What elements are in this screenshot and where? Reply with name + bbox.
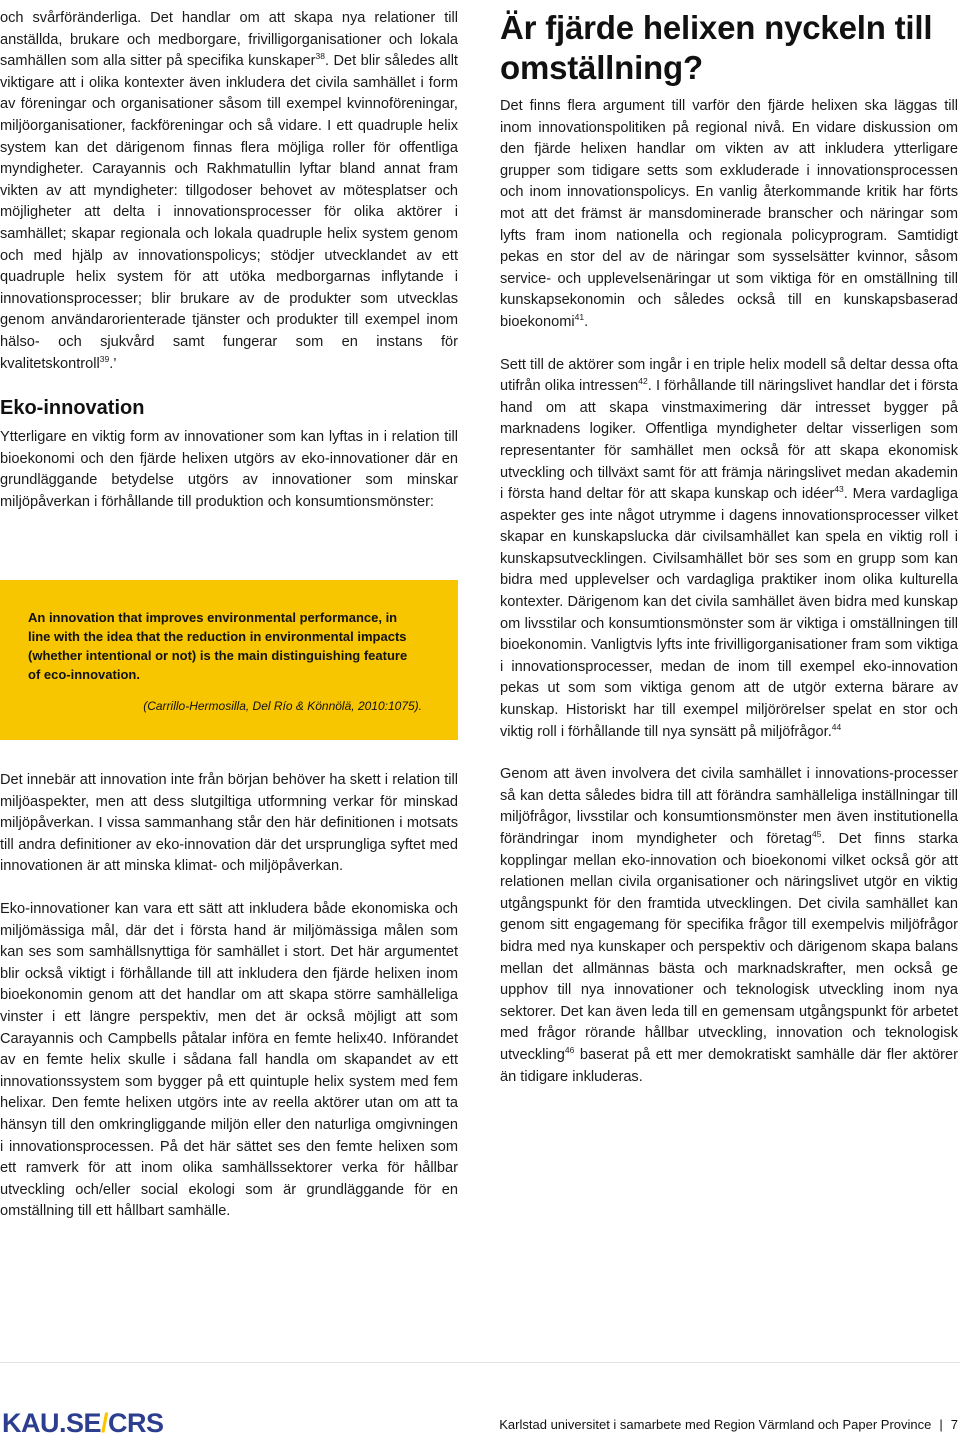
footnote-ref: 41: [574, 312, 585, 323]
body-paragraph: och svårföränderliga. Det handlar om att skapa nya relationer till anställda, brukare och medborgare, frivilligorganisationer och lokala samhällen som alla sitter på specifika kunskaper$^{38}$. Det blir således allt viktigare att i olika kontexter även inkludera det civila samhället i form av föreningar och organisationer såsom till exempel kvinnoföreningar, miljöorganisationer, fackföreningar och så vidare. I ett quadruple helix system kan det därigenom finnas flera möjliga roller för offentliga myndigheter. Carayannis och Rakhmatullin lyftar bland annat fram vikten av att myndigheter: tillgodoser behovet av mötesplatser och möjligheter att delta i innovationsprocesser för olika aktörer i samhället; skapar regionala och lokala quadruple helix system genom och med hjälp av innovationspolicys; stödjer utvecklandet av ett quadruple helix system för att utöka medborgarnas inflytande i innovationsprocesser; blir brukare av de produkter som utvecklas genom användarorienterade tjänster och produkter till exempel inom hälso- och sjukvård samt fungerar som en instans för kvalitetskontroll$^{39}$.’: [0, 10, 458, 372]
right-column: [500, 8, 958, 1088]
footer-separator: |: [939, 1417, 943, 1432]
page-number: 7: [950, 1417, 958, 1432]
footnote-ref: 45: [811, 829, 822, 840]
body-paragraph: Genom att även involvera det civila samhället i innovations-processer så kan detta således bidra till att förändra samhälleliga inställningar till miljöfrågor, livsstilar och konsumtionsmönster men även institutionella förändringar inom myndigheter och företag$^{45}$. Det finns starka kopplingar mellan eko-innovation och bioekonomi vilket också gör att relationen mellan civila organisationer och näringslivet utgör en viktig utgångspunkt för den framtida utvecklingen. Det civila samhället kan genom sitt engagemang för specifika frågor till exempelvis miljöfrågor bidra med nya kunskaper och perspektiv och därigenom skapa balans mellan det allmännas bästa och marknadskrafter, men också ge upphov till nya innovationer och teknologisk utveckling inom nya sektorer. Det kan även leda till en gemensam utgångspunkt för arbetet med frågor rörande hållbar utveckling, innovation och teknologisk utveckling$^{46}$ baserat på ett mer demokratiskt samhälle där fler aktörer än tidigare inkluderas.: [500, 766, 958, 1085]
footnote-ref: 39: [99, 353, 110, 364]
footnote-ref: 46: [564, 1045, 575, 1056]
footnote-ref: 42: [638, 376, 648, 387]
footnote-ref: 43: [834, 484, 844, 495]
quote-text: An innovation that improves environmental performance, in line with the idea that the reduction in environmental impacts (whether intentional or not) is the main distinguishing feature of eco-innovation.: [28, 610, 408, 682]
footer-divider: [0, 1362, 960, 1363]
left-column-continued: [0, 770, 458, 1223]
kau-crs-logo[interactable]: KAU.SE/CRS: [2, 1408, 164, 1438]
quote-box: [0, 580, 458, 740]
body-paragraph: Sett till de aktörer som ingår i en triple helix modell så deltar dessa ofta utifrån olika intressen$^{42}$. I förhållande till näringslivet handlar det i första hand om att skapa vinstmaximering där intresset bygger på marknadens logiker. Offentliga myndigheter deltar visserligen som representanter för samhället men också för att skapa ekonomisk utveckling och tillväxt samt för att främja näringslivet medan akademin i första hand deltar för att skapa kunskap och idéer$^{43}$. Mera vardagliga aspekter ges inte något utrymme i dagens innovationsprocesser vilket skapar en kunskapslucka där civilsamhället kan spela en viktig roll i kunskapsutvecklingen. Civilsamhället bör ses som en grupp som kan bidra med upplevelser och vardagliga praktiker inom olika kulturella kontexter. Därigenom kan det civila samhället även bidra med kunskap om livsstilar och konsumtionsmönster som är viktiga i omställningen till bioekonomin. Vanligtvis lyfts inte frivilligorganisationer fram som viktiga i innovationsprocesser, medan de inom till exempel eko-innovation pekas ut som som viktiga genom att de utgör externa bärare av kunskap. Historiskt har till exempel miljörörelser spelat en stor och viktig roll i förhållande till nya synsätt på miljöfrågor.$^{44}$: [500, 356, 958, 740]
page-heading: Är fjärde helixen nyckeln till omställning?: [500, 9, 933, 86]
body-paragraph: Det finns flera argument till varför den fjärde helixen ska läggas till inom innovationspolitiken på regional nivå. En vidare diskussion om den fjärde helixen handlar om vikten av att inkludera ytterligare grupper som tidigare setts som exkluderade i innovationsprocessen och inom innovationspolicys. En vanlig återkommande kritik har förts mot att det främst är mansdominerade branscher och näringar som lyfts fram inom nationella och regionala policyprogram. Samtidigt pekas en stor del av de näringar som sysselsätter kvinnor, såsom service- och upplevelsenäringar ut som viktiga för en omställning till kunskapsekonomin och således också till en kunskapsbaserad bioekonomi$^{41}$.: [500, 98, 958, 330]
footer-text: [499, 1416, 958, 1434]
footnote-ref: 44: [831, 721, 842, 732]
body-paragraph: Det innebär att innovation inte från början behöver ha skett i relation till miljöaspekter, men att dess slutgiltiga utformning verkar för minskad miljöpåverkan. I vissa sammanhang står den här definitionen i motsats till andra definitioner av eko-innovation där det ursprungliga syftet med innovationen är att minska klimat- och miljöpåverkan.: [0, 772, 458, 875]
quote-citation: (Carrillo-Hermosilla, Del Río & Könnölä, 2010:1075).: [143, 699, 422, 713]
left-column: [0, 8, 458, 513]
footnote-ref: 38: [315, 51, 325, 62]
body-paragraph: Ytterligare en viktig form av innovationer som kan lyftas in i relation till bioekonomi och den fjärde helixen utgörs av eko-innovationer där en grundläggande betydelse utgörs av innovationer som minskar miljöpåverkan i förhållande till produktion och konsumtionsmönster:: [0, 429, 458, 510]
section-heading-eko-innovation: Eko-innovation: [0, 397, 145, 420]
footer-publisher: Karlstad universitet i samarbete med Region Värmland och Paper Province: [499, 1417, 932, 1432]
body-paragraph: Eko-innovationer kan vara ett sätt att inkludera både ekonomiska och miljömässiga mål, där det i första hand är miljömässiga målen som kan ses som samhällsnyttiga för samhället i stort. Det här argumentet blir också viktigt i förhållande till att inkludera den fjärde helixen inom bioekonomin genom att det handlar om att skapa större samhälleliga vinster i ett längre perspektiv, men det är också möjligt att som Carayannis och Campbells påtalar införa en femte helix40. Införandet av en femte helix skulle i sådana fall handla om skapandet av ett innovationssystem som bygger på ett quintuple helix system med fem helixar. Den femte helixen utgörs inte av reella aktörer utan om att ta hänsyn till den omkringliggande miljön eller den naturliga omgivningen i innovationsprocessen. På det här sättet ses den femte helixen som ett ramverk för att inom olika samhällssektorer verka för hållbar utveckling och/eller social ekologi som är grundläggande för en omställning till ett hållbart samhälle.: [0, 900, 458, 1220]
